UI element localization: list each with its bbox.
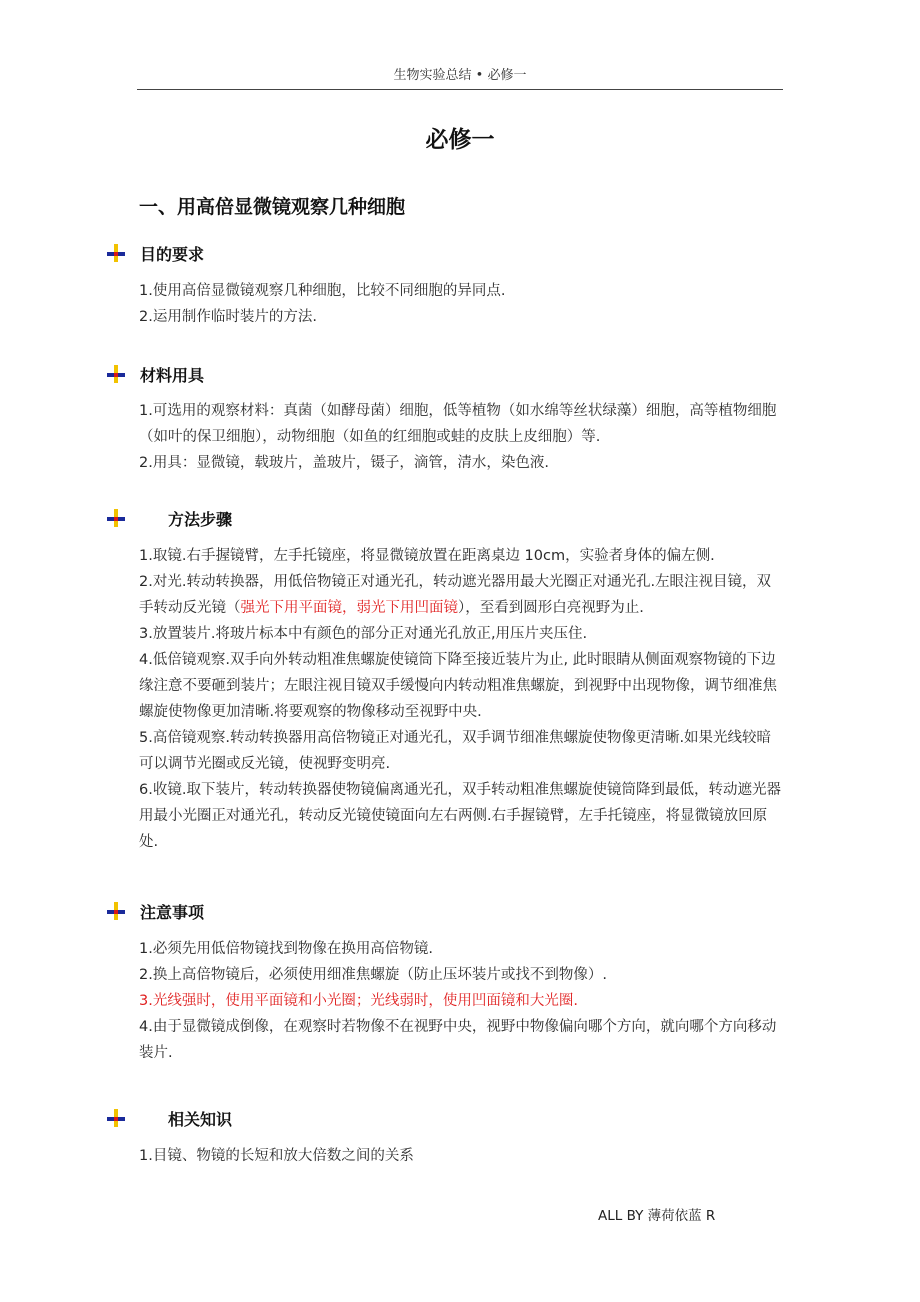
step-1: 1.取镜.右手握镜臂，左手托镜座，将显微镜放置在距离桌边 10cm，实验者身体的偏左侧. (139, 548, 715, 564)
page-header: 生物实验总结 • 必修一 (137, 64, 783, 90)
purpose-paragraph (139, 278, 785, 330)
note-2: 2.换上高倍物镜后，必须使用细准焦螺旋（防止压坏装片或找不到物像）. (139, 967, 607, 983)
subheading-label: 注意事项 (140, 902, 205, 922)
bullet-star-icon (106, 243, 126, 263)
materials-line-2: 2.用具：显微镜，载玻片，盖玻片，镊子，滴管，清水，染色液. (139, 455, 549, 471)
steps-paragraph (139, 543, 785, 855)
step-4: 4.低倍镜观察.双手向外转动粗准焦螺旋使镜筒下降至接近装片为止, 此时眼睛从侧面观察物镜的下边缘注意不要砸到装片；左眼注视目镜双手缓慢向内转动粗准焦螺旋，到视野中出现物像，调节细准焦螺旋使物像更加清晰.将要观察的物像移动至视野中央. (139, 652, 777, 720)
section-title: 一、用高倍显微镜观察几种细胞 (139, 196, 406, 218)
knowledge-paragraph (139, 1143, 785, 1169)
bullet-star-icon (106, 508, 126, 528)
subheading-label: 相关知识 (168, 1109, 233, 1129)
page-title: 必修一 (425, 127, 495, 153)
bullet-star-icon (106, 364, 126, 384)
step-5: 5.高倍镜观察.转动转换器用高倍物镜正对通光孔，双手调节细准焦螺旋使物像更清晰.如果光线较暗可以调节光圈或反光镜，使视野变明亮. (139, 730, 772, 772)
note-3: 3.光线强时，使用平面镜和小光圈；光线弱时，使用凹面镜和大光圈. (139, 993, 578, 1009)
bullet-star-icon (106, 1108, 126, 1128)
step-6: 6.收镜.取下装片，转动转换器使物镜偏离通光孔，双手转动粗准焦螺旋使镜筒降到最低，转动遮光器用最小光圈正对通光孔，转动反光镜使镜面向左右两侧.右手握镜臂，左手托镜座，将显微镜放回原处. (139, 782, 781, 850)
subheading-label: 方法步骤 (168, 509, 233, 529)
page-footer: ALL BY 薄荷依蓝 R (598, 1208, 716, 1224)
note-1: 1.必须先用低倍物镜找到物像在换用高倍物镜. (139, 941, 433, 957)
bullet-star-icon (106, 901, 126, 921)
step-2-highlight: 强光下用平面镜，弱光下用凹面镜 (240, 600, 458, 616)
subheading-steps (106, 507, 232, 529)
knowledge-line-1: 1.目镜、物镜的长短和放大倍数之间的关系 (139, 1148, 414, 1164)
subheading-knowledge (106, 1107, 232, 1129)
step-2: 2.对光.转动转换器，用低倍物镜正对通光孔，转动遮光器用最大光圈正对通光孔.左眼注视目镜，双手转动反光镜（强光下用平面镜，弱光下用凹面镜），至看到圆形白亮视野为止. (139, 574, 772, 616)
note-4: 4.由于显微镜成倒像，在观察时若物像不在视野中央，视野中物像偏向哪个方向，就向哪个方向移动装片. (139, 1019, 777, 1061)
subheading-label: 目的要求 (140, 244, 205, 264)
subheading-purpose (106, 242, 204, 264)
subheading-notes (106, 900, 204, 922)
purpose-line-2: 2.运用制作临时装片的方法. (139, 309, 317, 325)
purpose-line-1: 1.使用高倍显微镜观察几种细胞，比较不同细胞的异同点. (139, 283, 506, 299)
subheading-materials (106, 363, 204, 385)
step-3: 3.放置装片.将玻片标本中有颜色的部分正对通光孔放正,用压片夹压住. (139, 626, 588, 642)
notes-paragraph (139, 936, 785, 1066)
materials-paragraph (139, 398, 785, 476)
materials-line-1: 1.可选用的观察材料：真菌（如酵母菌）细胞，低等植物（如水绵等丝状绿藻）细胞，高等植物细胞（如叶的保卫细胞），动物细胞（如鱼的红细胞或蛙的皮肤上皮细胞）等. (139, 403, 777, 445)
subheading-label: 材料用具 (140, 365, 205, 385)
